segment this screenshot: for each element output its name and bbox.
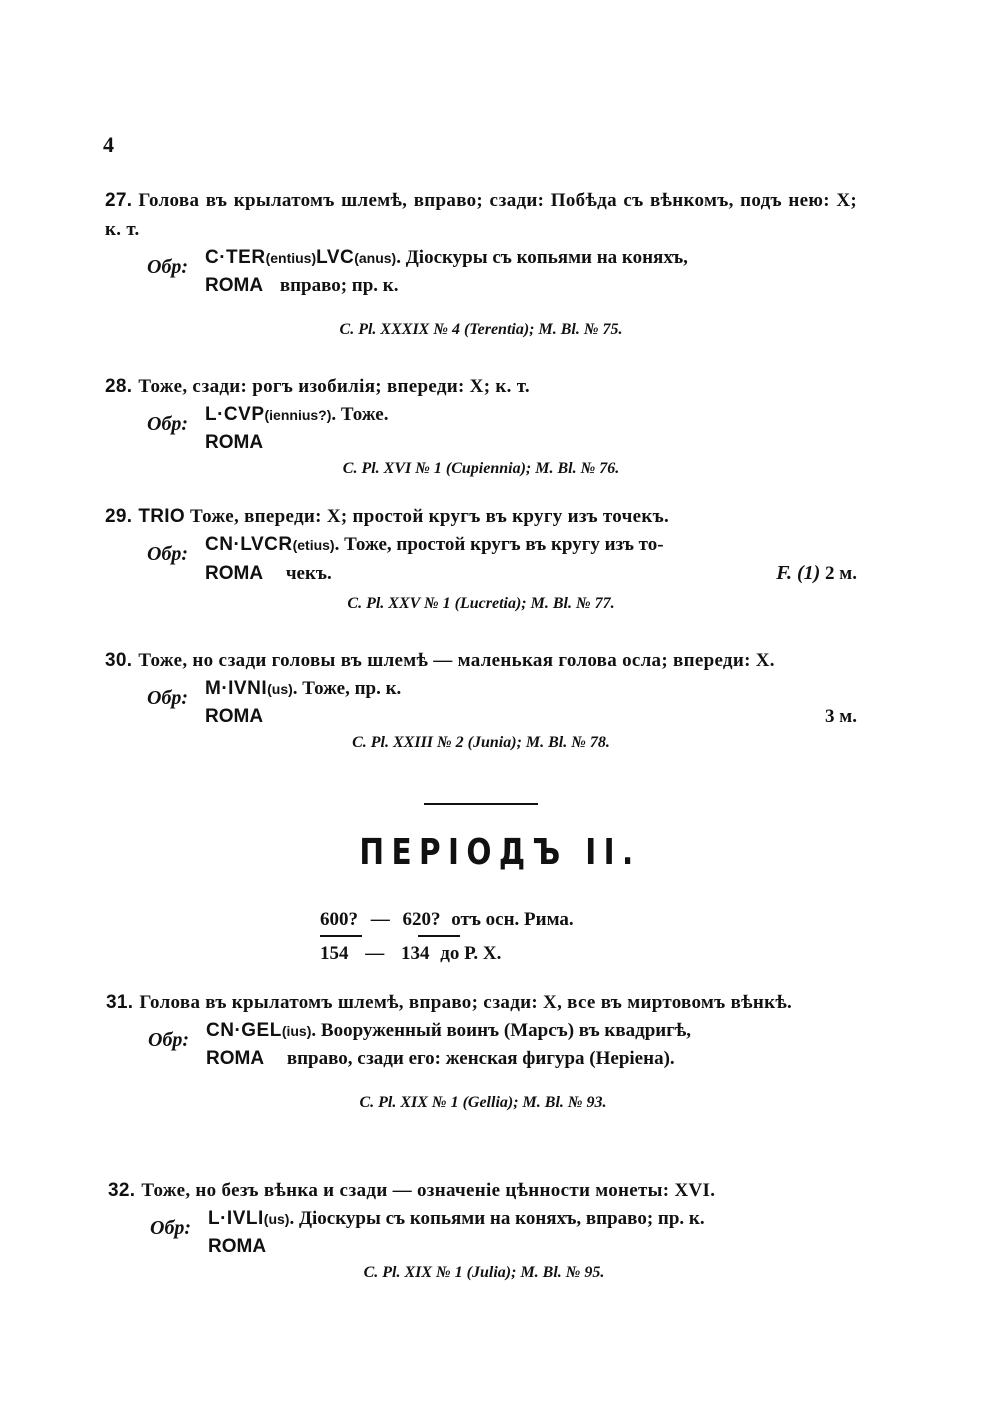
- coin-legend: L·IVLI: [208, 1208, 264, 1229]
- reverse-description: . Діоскуры съ копьями на коняхъ,: [396, 247, 688, 268]
- dash: —: [365, 943, 385, 964]
- rarity-mark: F. (1): [776, 562, 821, 584]
- roma-legend: ROMA: [205, 432, 264, 453]
- year-start-bc: 154: [320, 943, 349, 964]
- coin-legend: CN·GEL: [206, 1020, 282, 1041]
- entry-description: Тоже, впереди: X; простой кругъ въ кругу изъ точекъ.: [189, 506, 670, 527]
- period-dates: [320, 903, 574, 971]
- catalog-entry-27: [105, 186, 857, 342]
- rarity-and-count: [776, 559, 857, 588]
- roma-legend: ROMA: [205, 275, 264, 296]
- dash: —: [370, 909, 390, 930]
- entry-description: Тоже, сзади: рогъ изобилія; впереди: X; к. т.: [138, 376, 530, 397]
- reverse-description: . Тоже, пр. к.: [292, 678, 402, 699]
- reverse-block: [147, 401, 857, 457]
- year-end-auc: 620?: [402, 909, 441, 930]
- bibliographic-reference: C. Pl. XVI № 1 (Cupiennia); M. Bl. № 76.: [342, 460, 620, 477]
- entry-number: 31.: [106, 992, 134, 1013]
- catalog-entry-28: [105, 372, 857, 481]
- reverse-label: Обр:: [147, 687, 189, 709]
- year-end-bc: 134: [401, 943, 430, 964]
- catalog-entry-29: [105, 502, 857, 616]
- legend-expansion: (entius): [265, 250, 317, 266]
- reverse-description: . Тоже.: [331, 404, 389, 425]
- entry-description: Тоже, но безъ вѣнка и сзади — означеніе цѣнности монеты: XVI.: [141, 1180, 716, 1201]
- reverse-label: Обр:: [150, 1217, 192, 1239]
- roma-legend: ROMA: [208, 1236, 267, 1257]
- page-number: 4: [103, 132, 114, 157]
- reverse-block: [147, 244, 857, 300]
- legend-expansion: (iennius?): [264, 407, 332, 423]
- bibliographic-reference: C. Pl. XIX № 1 (Gellia); M. Bl. № 93.: [359, 1094, 607, 1111]
- reverse-block: [147, 675, 857, 731]
- legend-expansion: (ius): [281, 1023, 312, 1039]
- bibliographic-reference: C. Pl. XXXIX № 4 (Terentia); M. Bl. № 75.: [339, 321, 623, 338]
- legend-expansion: (etius): [292, 537, 335, 553]
- legend-expansion: (us): [263, 1211, 290, 1227]
- reverse-description-cont: вправо; пр. к.: [279, 275, 399, 296]
- entry-description: Голова въ крылатомъ шлемѣ, вправо; сзади: Побѣда съ вѣнкомъ, подъ нею: X; к. т.: [105, 190, 857, 240]
- entry-number: 27.: [105, 190, 133, 211]
- coin-legend: L·CVP: [205, 404, 265, 425]
- reverse-label: Обр:: [147, 413, 189, 435]
- reverse-description: . Тоже, простой кругъ въ кругу изъ то-: [334, 534, 664, 555]
- coin-legend: CN·LVCR: [205, 534, 293, 555]
- fraction-line: [320, 935, 362, 937]
- bibliographic-reference: C. Pl. XXIII № 2 (Junia); M. Bl. № 78.: [352, 734, 610, 751]
- reverse-block: [150, 1205, 860, 1261]
- entry-number: 30.: [105, 650, 133, 671]
- era-label-auc: отъ осн. Рима.: [451, 909, 574, 930]
- reverse-block: [147, 531, 857, 588]
- coin-legend-trio: TRIO: [138, 506, 185, 527]
- entry-description: Тоже, но сзади головы въ шлемѣ — маленькая голова осла; впереди: X.: [138, 650, 775, 671]
- coin-legend: M·IVNI: [205, 678, 268, 699]
- reverse-description-cont: вправо, сзади его: женская фигура (Неріена).: [286, 1048, 675, 1069]
- specimen-count: 3 м.: [825, 706, 857, 727]
- catalog-entry-30: [105, 646, 857, 755]
- roma-legend: ROMA: [206, 1048, 265, 1069]
- year-start-auc: 600?: [320, 909, 358, 930]
- roma-legend: ROMA: [205, 563, 264, 584]
- coin-legend: C·TER: [205, 247, 266, 268]
- entry-description: Голова въ крылатомъ шлемѣ, вправо; сзади: X, все въ миртовомъ вѣнкѣ.: [139, 992, 793, 1013]
- reverse-label: Обр:: [148, 1029, 190, 1051]
- legend-expansion: (us): [267, 681, 293, 697]
- reverse-description: . Вооруженный воинъ (Марсъ) въ квадригѣ,: [311, 1020, 692, 1041]
- reverse-label: Обр:: [147, 543, 189, 565]
- section-divider: [424, 803, 538, 805]
- entry-number: 32.: [108, 1180, 136, 1201]
- period-heading: ПЕРІОДЪ II.: [359, 832, 641, 873]
- bibliographic-reference: C. Pl. XXV № 1 (Lucretia); M. Bl. № 77.: [347, 595, 615, 612]
- era-label-bc: до Р. Х.: [440, 943, 502, 964]
- catalog-entry-31: [106, 988, 860, 1115]
- reverse-label: Обр:: [147, 256, 189, 278]
- specimen-count: 2 м.: [825, 563, 857, 584]
- bibliographic-reference: C. Pl. XIX № 1 (Julia); M. Bl. № 95.: [363, 1264, 605, 1281]
- reverse-block: [148, 1017, 860, 1073]
- catalog-entry-32: [108, 1176, 860, 1285]
- legend-expansion-2: (anus): [354, 250, 397, 266]
- entry-number: 28.: [105, 376, 133, 397]
- fraction-line: [418, 935, 460, 937]
- roma-legend: ROMA: [205, 706, 264, 727]
- entry-number: 29.: [105, 506, 133, 527]
- reverse-description: . Діоскуры съ копьями на коняхъ, вправо; пр. к.: [289, 1208, 705, 1229]
- coin-legend-2: LVC: [316, 247, 355, 268]
- reverse-description-cont: чекъ.: [285, 563, 332, 584]
